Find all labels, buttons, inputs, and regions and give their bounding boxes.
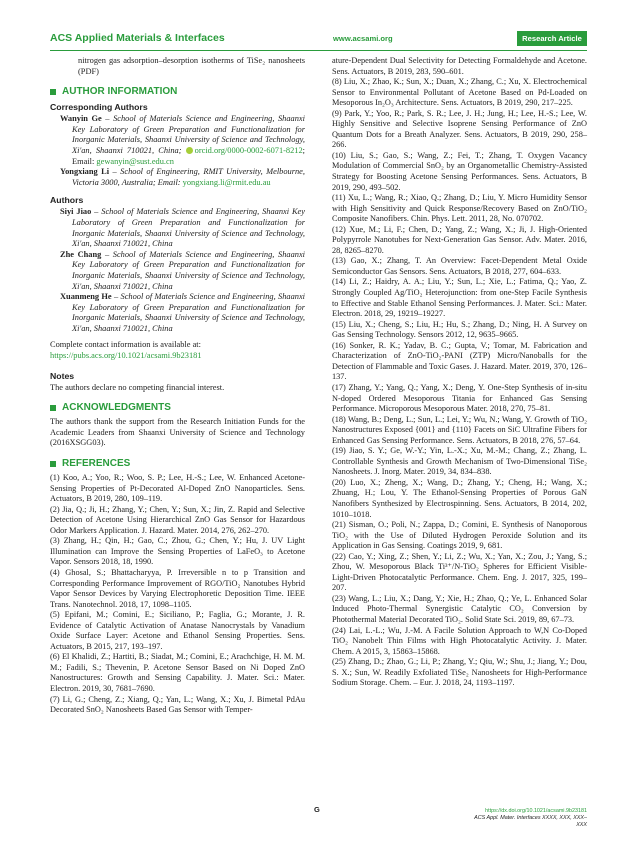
acknowledgments-heading: ACKNOWLEDGMENTS [50, 402, 305, 413]
author-affiliation: – School of Materials Science and Engineering, Shaanxi Key Laboratory of Green Preparation and Functionalization for Inorganic Materials, Shaanxi University of Science and Technology, Xi'an, Shaanxi 710021, China [72, 292, 305, 333]
author-name: Yongxiang Li [60, 167, 110, 177]
notes-heading: Notes [50, 370, 75, 381]
contact-info: Complete contact information is available at: https://pubs.acs.org/10.1021/acsami.9b23181 [50, 340, 202, 361]
journal-title: ACS Applied Materials & Interfaces [50, 32, 225, 44]
author-affiliation: – School of Materials Science and Engineering, Shaanxi Key Laboratory of Green Preparation and Functionalization for Inorganic Materials, Shaanxi University of Science and Technology, Xi'an, Shaanxi 710021, China; [72, 114, 305, 155]
reference-item: (15) Liu, X.; Cheng, S.; Liu, H.; Hu, S.; Zhang, D.; Ning, H. A Survey on Gas Sensing Technology. Sensors 2012, 12, 9635–9665. [332, 319, 587, 340]
author-name: Xuanmeng He [60, 292, 112, 302]
corresponding-author-1: Wanyin Ge – School of Materials Science and Engineering, Shaanxi Key Laboratory of Green Preparation and Functionalization for Inorganic Materials, Shaanxi University of Science and Technology, Xi'an, Shaanxi 710021, China; orcid.org/0000-0002-6071-8212; Email: gewanyin@sust.edu.cn [60, 114, 305, 166]
reference-item: (8) Liu, X.; Zhao, K.; Sun, X.; Duan, X.; Zhang, C.; Xu, X. Electrochemical Sensor to Environmental Pollutant of Acetone Based on Pd-Loaded on Mesoporous In₂O₃ Architecture. Sens. Actuators, B 2019, 290, 217–225. [332, 77, 587, 108]
author-affiliation: – School of Materials Science and Engineering, Shaanxi Key Laboratory of Green Preparation and Functionalization for Inorganic Materials, Shaanxi University of Science and Technology, Xi'an, Shaanxi 710021, China [72, 249, 305, 291]
reference-item: ature-Dependent Dual Selectivity for Detecting Formaldehyde and Acetone. Sens. Actuators, B 2019, 283, 590–601. [332, 56, 587, 76]
article-type-badge: Research Article [517, 31, 587, 46]
acknowledgments-text: The authors thank the support from the Research Initiation Funds for the Academic Leaders from Shaanxi University of Science and Technology (2016XSGG03). [50, 417, 305, 448]
author-name: Zhe Chang [60, 249, 102, 259]
reference-item: (19) Jiao, S. Y.; Ge, W.-Y.; Yin, L.-X.; Xu, M.-M.; Chang, Z.; Zhang, L. Controllable Synthesis and Growth Mechanism of Two-Dimensional TiSe₂ Nanosheets. J. Inorg. Mater. 2019, 34, 834–838. [332, 446, 587, 477]
reference-item: (22) Cao, Y.; Xing, Z.; Shen, Y.; Li, Z.; Wu, X.; Yan, X.; Zou, J.; Yang, S.; Zhou, W. Mesoporous Black Ti³⁺/N-TiO₂ Spheres for Efficient Visible-Light-Driven Photocatalytic Performance. Chem. Eng. J. 2017, 325, 199–207. [332, 551, 587, 593]
page-header [50, 31, 587, 48]
reference-item: (16) Sonker, R. K.; Yadav, B. C.; Gupta, V.; Tomar, M. Fabrication and Characterization of ZnO-TiO₂-PANI (ZTP) Micro/Nanoballs for the Detection of Flammable and Toxic Gases. J. Hazard. Mater. 2019, 370, 126–137. [332, 340, 587, 382]
footer-citation [470, 808, 587, 829]
orcid-link[interactable]: orcid.org/0000-0002-6071-8212 [194, 145, 303, 155]
author-affiliation: – School of Materials Science and Engineering, Shaanxi Key Laboratory of Green Preparation and Functionalization for Inorganic Materials, Shaanxi University of Science and Technology, Xi'an, Shaanxi 710021, China [72, 207, 305, 249]
author-name: Siyi Jiao [60, 207, 92, 217]
reference-item: (17) Zhang, Y.; Yang, Q.; Yang, X.; Deng, Y. One-Step Synthesis of in-situ N-doped Ordered Mesoporous Titania for Enhanced Gas Sensing Performance. Microporous Mesoporous Mater. 2018, 270, 75–81. [332, 382, 587, 414]
reference-item: (9) Park, Y.; Yoo, R.; Park, S. R.; Lee, J. H.; Jung, H.; Lee, H.-S.; Lee, W. Highly Sensitive and Selective Isoprene Sensing Performance of ZnO Quantum Dots for a Breath Analyzer. Sens. Actuators, B 2019, 290, 258–266. [332, 108, 587, 150]
reference-item: (23) Wang, L.; Liu, X.; Dang, Y.; Xie, H.; Zhao, Q.; Ye, L. Enhanced Solar Induced Photo-Thermal Synergistic Catalytic CO₂ Conversion by Photothermal Material Decorated TiO₂. Solid State Sci. 2019, 89, 67–73. [332, 593, 587, 624]
email-link[interactable]: gewanyin@sust.edu.cn [96, 156, 174, 166]
supporting-info-item: nitrogen gas adsorption–desorption isotherms of TiSe₂ nanosheets (PDF) [78, 56, 305, 76]
reference-item: (14) Li, Z.; Haidry, A. A.; Liu, Y.; Sun, L.; Xie, L.; Fatima, Q.; Yao, Z. Strongly Coupled Ag/TiO₂ Heterojunction: from one-Step Facile Synthesis to Effective and Stable Ethanol Sensing Performances. J. Mater. Sci.: Mater. Electron. 2018, 29, 19219–19227. [332, 277, 587, 319]
authors-heading: Authors [50, 195, 84, 206]
reference-item: (21) Sisman, O.; Poli, N.; Zappa, D.; Comini, E. Synthesis of Nanoporous TiO₂ with the Use of Diluted Hydrogen Peroxide Solution and its Application in Gas Sensing. Coatings 2019, 9, 681. [332, 520, 587, 551]
section-square-icon [50, 89, 56, 95]
reference-item: (20) Luo, X.; Zheng, X.; Wang, D.; Zhang, Y.; Cheng, H.; Wang, X.; Zhuang, H.; Lou, Y. The Ethanol-Sensing Properties of Porous GaN Nanofibers Synthesized by Electrospinning. Sens. Actuators, B 2014, 202, 1010–1018. [332, 477, 587, 519]
section-square-icon [50, 461, 56, 467]
email-link[interactable]: yongxiang.li@rmit.edu.au [182, 177, 271, 187]
reference-item: (6) El Khalidi, Z.; Hartiti, B.; Siadat, M.; Comini, E.; Arachchige, H. M. M. M.; Fadili, S.; Thevenin, P. Acetone Sensor Based on Ni Doped ZnO Nanostructures: Growth and Sensing Capability. J. Mater. Sci.: Mater. Electron. 2019, 30, 7681–7690. [50, 652, 305, 693]
reference-item: (5) Epifani, M.; Comini, E.; Siciliano, P.; Faglia, G.; Morante, J. R. Evidence of Catalytic Activation of Anatase Nanocrystals by Vanadium Oxide Surface Layer: Acetone and Ethanol Sensing Properties. Sens. Actuators, B 2015, 217, 193–197. [50, 610, 305, 651]
reference-item: (4) Ghosal, S.; Bhattacharyya, P. Irreversible n to p Transition and Corresponding Performance Improvement of RGO/TiO₂ Nanotubes Hybrid Vapor Sensor Devices by Varying Electrophoretic Deposition Time. IEEE Trans. Nanotechnol. 2018, 17, 1098–1105. [50, 567, 305, 609]
doi-link[interactable]: https://dx.doi.org/10.1021/acsami.9b23181 [485, 808, 587, 814]
references-heading: REFERENCES [50, 458, 305, 469]
section-square-icon [50, 405, 56, 411]
author-name: Wanyin Ge [60, 114, 102, 124]
reference-item: (12) Xue, M.; Li, F.; Chen, D.; Yang, Z.; Wang, X.; Ji, J. High-Oriented Polypyrrole Nanotubes for Next-Generation Gas Sensor. Adv. Mater. 2016, 28, 8265–8270. [332, 224, 587, 255]
reference-item: (18) Wang, B.; Deng, L.; Sun, L.; Lei, Y.; Wu, N.; Wang, Y. Growth of TiO₂ Nanostructures Exposed {001} and {110} Facets on SiC Ultrafine Fibers for Enhanced Gas Sensing Performance. Sens. Actuators, B 2018, 276, 57–64. [332, 414, 587, 445]
corresponding-author-2 [50, 167, 305, 188]
author-3 [50, 292, 305, 334]
orcid-icon [186, 147, 193, 154]
journal-site-link[interactable]: www.acsami.org [333, 34, 393, 43]
author-2 [50, 250, 305, 292]
reference-item: (3) Zhang, H.; Qin, H.; Gao, C.; Zhou, G.; Chen, Y.; Hu, J. UV Light Illumination can Improve the Sensing Properties of LaFeO₃ to Acetone Vapor. Sensors 2018, 18, 1990. [50, 536, 305, 567]
author-1 [50, 207, 305, 249]
author-affiliation: – School of Engineering, RMIT University, Melbourne, Victoria 3000, Australia; Email: [72, 167, 305, 187]
reference-item: (10) Liu, S.; Gao, S.; Wang, Z.; Fei, T.; Zhang, T. Oxygen Vacancy Modulation of Commercial SnO₂ by an Organometallic Chemistry-Assisted Strategy for Boosting Acetone Sensing Performances. Sens. Actuators, B 2019, 290, 493–502. [332, 150, 587, 192]
reference-item: (2) Jia, Q.; Ji, H.; Zhang, Y.; Chen, Y.; Sun, X.; Jin, Z. Rapid and Selective Detection of Acetone Using Hierarchical ZnO Gas Sensor for Hazardous Odor Markers Application. J. Hazard. Mater. 2014, 276, 262–270. [50, 504, 305, 535]
left-column [50, 56, 305, 716]
reference-item: (24) Lai, L.-L.; Wu, J.-M. A Facile Solution Approach to W,N Co-Doped TiO₂ Nanobelt Thin Films with High Photocatalytic Activity. J. Mater. Chem. A 2015, 3, 15863–15868. [332, 625, 587, 656]
corresponding-authors-heading: Corresponding Authors [50, 102, 148, 113]
contact-url-link[interactable]: https://pubs.acs.org/10.1021/acsami.9b23181 [50, 351, 202, 361]
reference-item: (25) Zhang, D.; Zhao, G.; Li, P.; Zhang, Y.; Qiu, W.; Shu, J.; Jiang, Y.; Dou, S. X.; Sun, W. Readily Exfoliated TiSe₂ Nanosheets for High-Performance Sodium Storage. Chem. – Eur. J. 2018, 24, 1193–1197. [332, 657, 587, 688]
notes-text: The authors declare no competing financial interest. [50, 382, 225, 392]
reference-item: (7) Li, G.; Cheng, Z.; Xiang, Q.; Yan, L.; Wang, X.; Xu, J. Bimetal PdAu Decorated SnO₂ Nanosheets Based Gas Sensor with Temper- [50, 694, 305, 715]
journal-citation: ACS Appl. Mater. Interfaces XXXX, XXX, XXX–XXX [474, 815, 587, 828]
author-information-heading: AUTHOR INFORMATION [50, 86, 305, 97]
reference-item: (13) Gao, X.; Zhang, T. An Overview: Facet-Dependent Metal Oxide Semiconductor Gas Sensors. Sens. Actuators, B 2018, 277, 604–633. [332, 256, 587, 276]
reference-item: (1) Koo, A.; Yoo, R.; Woo, S. P.; Lee, H.-S.; Lee, W. Enhanced Acetone-Sensing Properties of Pt-Decorated Al-Doped ZnO Nanoparticles. Sens. Actuators, B 2019, 280, 109–119. [50, 473, 305, 504]
reference-item: (11) Xu, L.; Wang, R.; Xiao, Q.; Zhang, D.; Liu, Y. Micro Humidity Sensor with High Sensitivity and Quick Response/Recovery Based on ZnO/TiO₂ Composite Nanofibers. Chin. Phys. Lett. 2011, 28, No. 070702. [332, 193, 587, 224]
header-rule [50, 50, 587, 51]
right-column [332, 56, 587, 689]
page-number: G [314, 805, 320, 814]
